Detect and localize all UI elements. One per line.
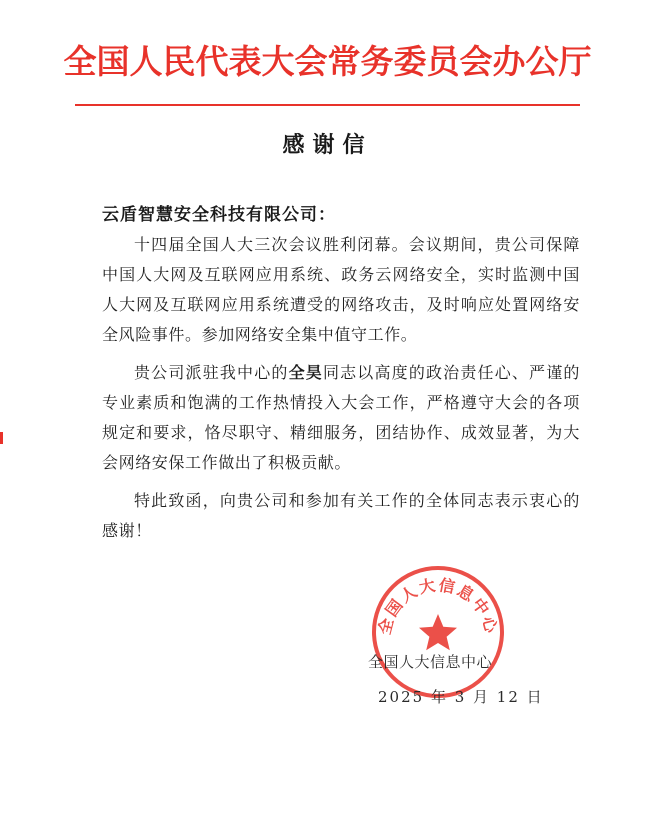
seal-star-icon — [419, 614, 457, 650]
signature-date: 2025 年 3 月 12 日 — [378, 688, 544, 706]
seal-text: 全国人大信息中心 — [374, 575, 502, 637]
paragraph-2-after: 同志以高度的政治责任心、严谨的专业素质和饱满的工作热情投入大会工作，严格遵守大会的各项规定和要求，恪尽职守、精细服务，团结协作、成效显著，为大会网络安保工作做出了积极贡献。 — [102, 363, 580, 472]
header-divider — [75, 104, 580, 106]
edge-mark — [0, 432, 3, 444]
letter-body — [102, 230, 580, 554]
salutation: 云盾智慧安全科技有限公司： — [102, 205, 336, 225]
person-name: 全昊 — [288, 363, 323, 382]
paragraph-1: 十四届全国人大三次会议胜利闭幕。会议期间，贵公司保障中国人大网及互联网应用系统、政务云网络安全，实时监测中国人大网及互联网应用系统遭受的网络攻击，及时响应处置网络安全风险事件。参加网络安全集中值守工作。 — [102, 235, 580, 344]
paragraph-2-before: 贵公司派驻我中心的 — [134, 363, 289, 382]
paragraph-3: 特此致函，向贵公司和参加有关工作的全体同志表示衷心的感谢！ — [102, 491, 580, 540]
paragraph-2 — [102, 358, 580, 478]
letter-title: 感谢信 — [282, 132, 373, 158]
official-seal-icon — [368, 562, 508, 702]
masthead-title: 全国人民代表大会常务委员会办公厅 — [63, 42, 592, 81]
signature-org: 全国人大信息中心 — [368, 653, 493, 671]
